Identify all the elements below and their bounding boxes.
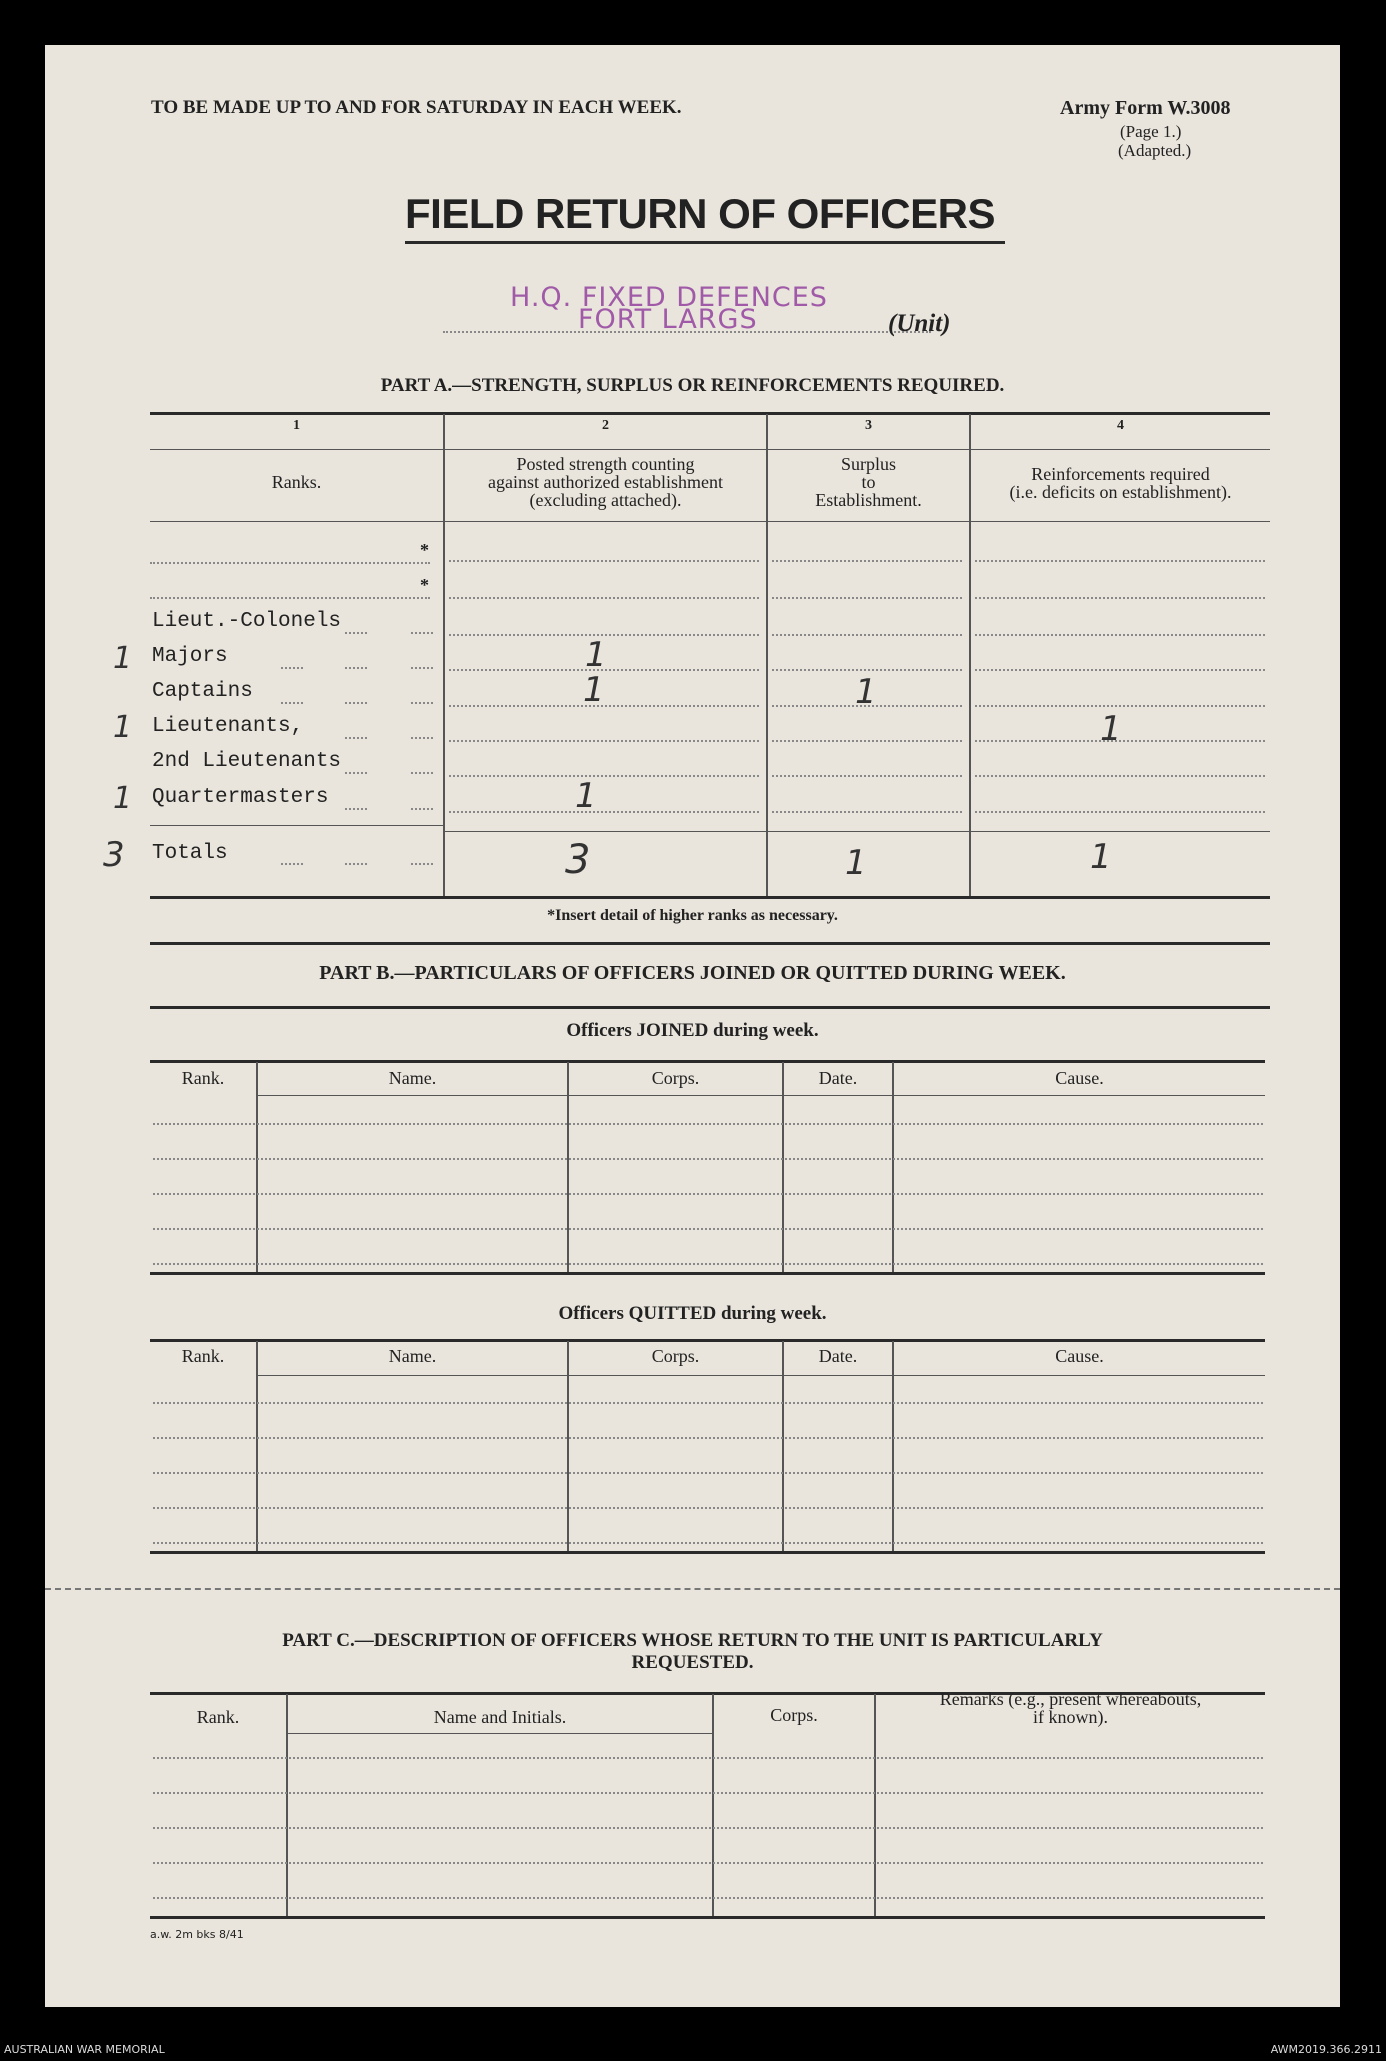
- surplus-header-line2: to: [861, 472, 876, 492]
- rank-majors: Majors: [152, 645, 228, 668]
- part-a-top-rule: [150, 412, 1270, 415]
- part-c-col-name: Name and Initials.: [433, 1707, 567, 1727]
- part-a-bottom-rule: [150, 896, 1270, 899]
- quitted-col-corps: Corps.: [651, 1346, 700, 1366]
- asterisk-2: *: [420, 575, 429, 595]
- footer-institution: AUSTRALIAN WAR MEMORIAL: [4, 2043, 165, 2056]
- surplus-totals: 1: [845, 843, 867, 883]
- form-sheet: [45, 45, 1340, 2007]
- form-title: FIELD RETURN OF OFFICERS: [405, 190, 995, 237]
- margin-mark-totals: 3: [103, 835, 125, 875]
- asterisk-1: *: [420, 540, 429, 560]
- totals-label: Totals: [152, 842, 228, 865]
- surplus-captains: 1: [855, 672, 877, 712]
- part-a-note: *Insert detail of higher ranks as necessary.: [547, 907, 838, 924]
- surplus-header-line1: Surplus: [840, 454, 896, 474]
- posted-quartermasters: 1: [575, 776, 597, 816]
- quitted-col-cause: Cause.: [1055, 1346, 1104, 1366]
- surplus-header: [768, 455, 969, 509]
- joined-col-date: Date.: [818, 1068, 858, 1088]
- quitted-col-date: Date.: [818, 1346, 858, 1366]
- margin-mark-lieutenants: 1: [113, 710, 133, 745]
- posted-header: [445, 455, 766, 509]
- joined-col-corps: Corps.: [651, 1068, 700, 1088]
- part-c-col-remarks-line1: Remarks (e.g., present whereabouts,: [939, 1689, 1202, 1709]
- joined-col-rank: Rank.: [181, 1068, 225, 1088]
- part-b-heading: PART B.—PARTICULARS OF OFFICERS JOINED OR QUITTED DURING WEEK.: [319, 962, 1066, 984]
- col-number-1: 1: [293, 418, 300, 433]
- reinforcements-lieutenants: 1: [1100, 709, 1122, 749]
- rank-quartermasters: Quartermasters: [152, 786, 329, 809]
- part-c-col-corps: Corps.: [770, 1705, 818, 1725]
- margin-mark-majors: 1: [113, 641, 133, 676]
- part-c-heading: [45, 1630, 1340, 1674]
- quitted-col-rank: Rank.: [181, 1346, 225, 1366]
- perforation-line: [45, 1588, 1340, 1590]
- quitted-col-name: Name.: [388, 1346, 437, 1366]
- col-number-2: 2: [602, 418, 609, 433]
- rank-lieutenants: Lieutenants,: [152, 715, 304, 738]
- posted-header-line3: (excluding attached).: [529, 490, 682, 510]
- reinforcements-header-line2: (i.e. deficits on establishment).: [1009, 482, 1232, 502]
- posted-majors: 1: [585, 635, 607, 675]
- margin-mark-quartermasters: 1: [113, 781, 133, 816]
- joined-col-cause: Cause.: [1055, 1068, 1104, 1088]
- part-c-heading-line2: REQUESTED.: [631, 1652, 754, 1673]
- posted-header-line1: Posted strength counting: [516, 454, 695, 474]
- print-code: a.w. 2m bks 8/41: [150, 1928, 244, 1941]
- part-c-col-remarks-line2: if known).: [1033, 1707, 1108, 1727]
- unit-dotted-line: [443, 331, 931, 333]
- reinforcements-header-line1: Reinforcements required: [1031, 464, 1210, 484]
- part-a-heading: PART A.—STRENGTH, SURPLUS OR REINFORCEMENTS REQUIRED.: [380, 375, 1005, 396]
- rank-captains: Captains: [152, 680, 253, 703]
- unit-stamp-line2: FORT LARGS: [578, 304, 758, 335]
- posted-captains: 1: [583, 670, 605, 710]
- col-number-4: 4: [1117, 418, 1124, 433]
- part-c-col-remarks: [876, 1690, 1265, 1726]
- reinforcements-header: [971, 465, 1270, 501]
- joined-title: Officers JOINED during week.: [566, 1020, 819, 1041]
- title-underline: [405, 241, 1005, 244]
- footer-accession: AWM2019.366.2911: [1270, 2043, 1382, 2056]
- rank-lieut-colonels: Lieut.-Colonels: [152, 610, 342, 633]
- posted-header-line2: against authorized establishment: [488, 472, 723, 492]
- reinforcements-totals: 1: [1090, 837, 1112, 877]
- surplus-header-line3: Establishment.: [815, 490, 922, 510]
- rank-2nd-lieutenants: 2nd Lieutenants: [152, 750, 342, 773]
- part-c-heading-line1: PART C.—DESCRIPTION OF OFFICERS WHOSE RETURN TO THE UNIT IS PARTICULARLY: [282, 1630, 1103, 1651]
- unit-stamp-line1: H.Q. FIXED DEFENCES: [510, 282, 828, 313]
- ranks-header: Ranks.: [271, 472, 322, 492]
- form-number: Army Form W.3008: [1060, 97, 1231, 119]
- form-page: (Page 1.): [1120, 122, 1182, 141]
- instruction-text: TO BE MADE UP TO AND FOR SATURDAY IN EACH WEEK.: [151, 97, 682, 118]
- form-adapted: (Adapted.): [1118, 141, 1192, 160]
- joined-col-name: Name.: [388, 1068, 437, 1088]
- posted-totals: 3: [565, 837, 591, 883]
- col-number-3: 3: [865, 418, 872, 433]
- part-c-col-rank: Rank.: [196, 1707, 240, 1727]
- unit-label: (Unit): [888, 310, 951, 337]
- quitted-title: Officers QUITTED during week.: [558, 1303, 827, 1324]
